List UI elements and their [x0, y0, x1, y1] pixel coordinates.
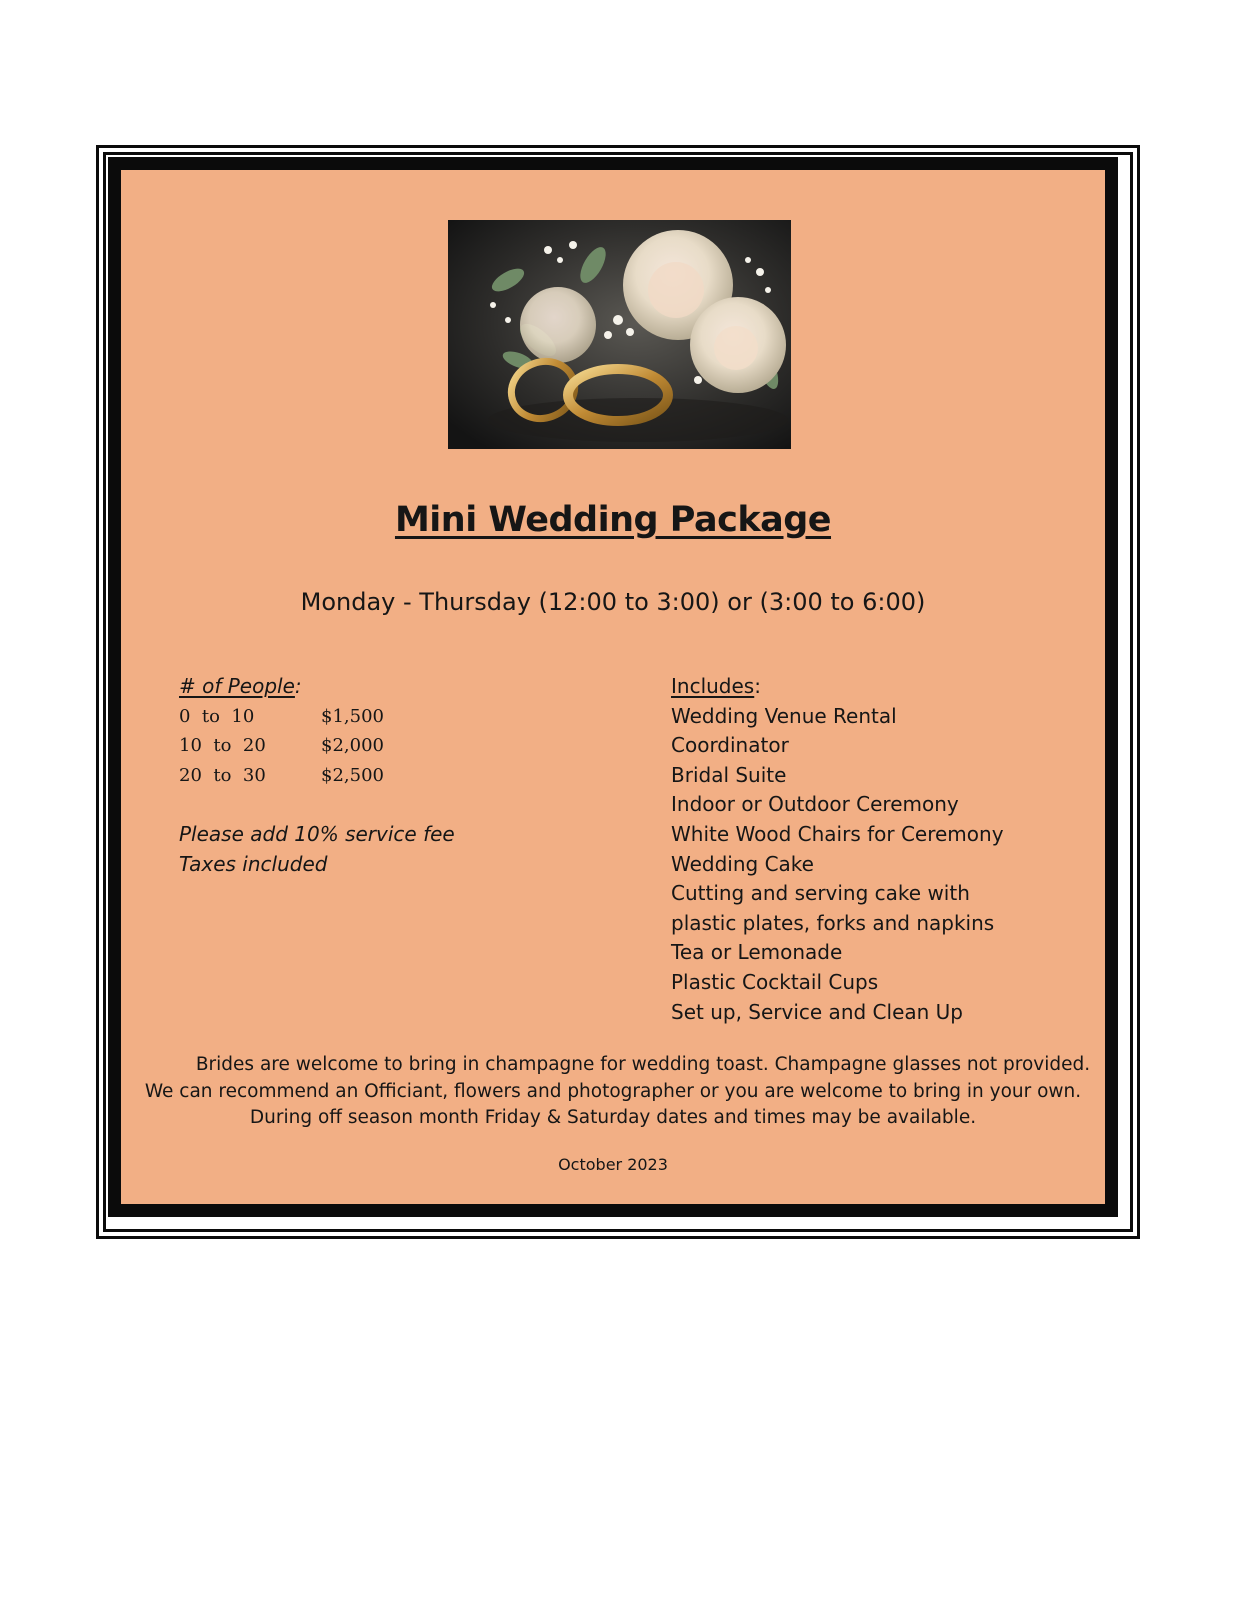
page-title: Mini Wedding Package: [394, 500, 832, 540]
page-frame-middle: [103, 152, 1133, 1232]
includes-item: Plastic Cocktail Cups: [671, 969, 879, 994]
includes-column: [671, 672, 1091, 1027]
price-row: [179, 761, 599, 791]
includes-item: Indoor or Outdoor Ceremony: [671, 792, 959, 817]
price-row: [179, 731, 599, 761]
schedule-subtitle: Monday - Thursday (12:00 to 3:00) or (3:00 to 6:00): [300, 588, 926, 616]
footer-notes: [121, 1052, 1105, 1132]
includes-item: Set up, Service and Clean Up: [671, 999, 963, 1024]
people-heading-label: # of People: [179, 674, 295, 698]
price-range: 10 to 20: [179, 735, 266, 757]
includes-item: Bridal Suite: [671, 762, 787, 787]
page-frame: [96, 145, 1140, 1239]
includes-item: Coordinator: [671, 733, 789, 758]
includes-heading-colon: :: [754, 674, 761, 698]
includes-item: plastic plates, forks and napkins: [671, 910, 995, 935]
document-date: October 2023: [558, 1155, 668, 1174]
champagne-note: Brides are welcome to bring in champagne for wedding toast. Champagne glasses not provided.: [195, 1054, 1091, 1075]
vendors-note: We can recommend an Officiant, flowers and photographer or you are welcome to bring in your own.: [144, 1080, 1082, 1102]
includes-item: Wedding Venue Rental: [671, 703, 897, 728]
price-row: [179, 702, 599, 732]
service-fee-note: Please add 10% service fee: [179, 821, 455, 846]
flyer-panel: [108, 157, 1118, 1217]
taxes-note: Taxes included: [179, 851, 328, 876]
includes-heading: [671, 672, 1091, 702]
includes-item: Cutting and serving cake with: [671, 881, 970, 906]
people-heading-colon: :: [294, 674, 302, 698]
includes-item: Wedding Cake: [671, 851, 814, 876]
price-range: 0 to 10: [179, 705, 255, 727]
price-value: $2,500: [321, 764, 384, 786]
wedding-rings-roses-photo: [448, 220, 791, 449]
price-value: $2,000: [321, 735, 384, 757]
spacer: [179, 790, 599, 820]
price-value: $1,500: [321, 705, 384, 727]
off-season-note: During off season month Friday & Saturday dates and times may be available.: [249, 1107, 977, 1128]
pricing-column: [179, 672, 599, 879]
includes-heading-label: Includes: [671, 674, 755, 698]
people-heading: [179, 672, 599, 702]
price-range: 20 to 30: [179, 764, 266, 786]
includes-item: Tea or Lemonade: [671, 940, 843, 965]
includes-item: White Wood Chairs for Ceremony: [671, 821, 1004, 846]
